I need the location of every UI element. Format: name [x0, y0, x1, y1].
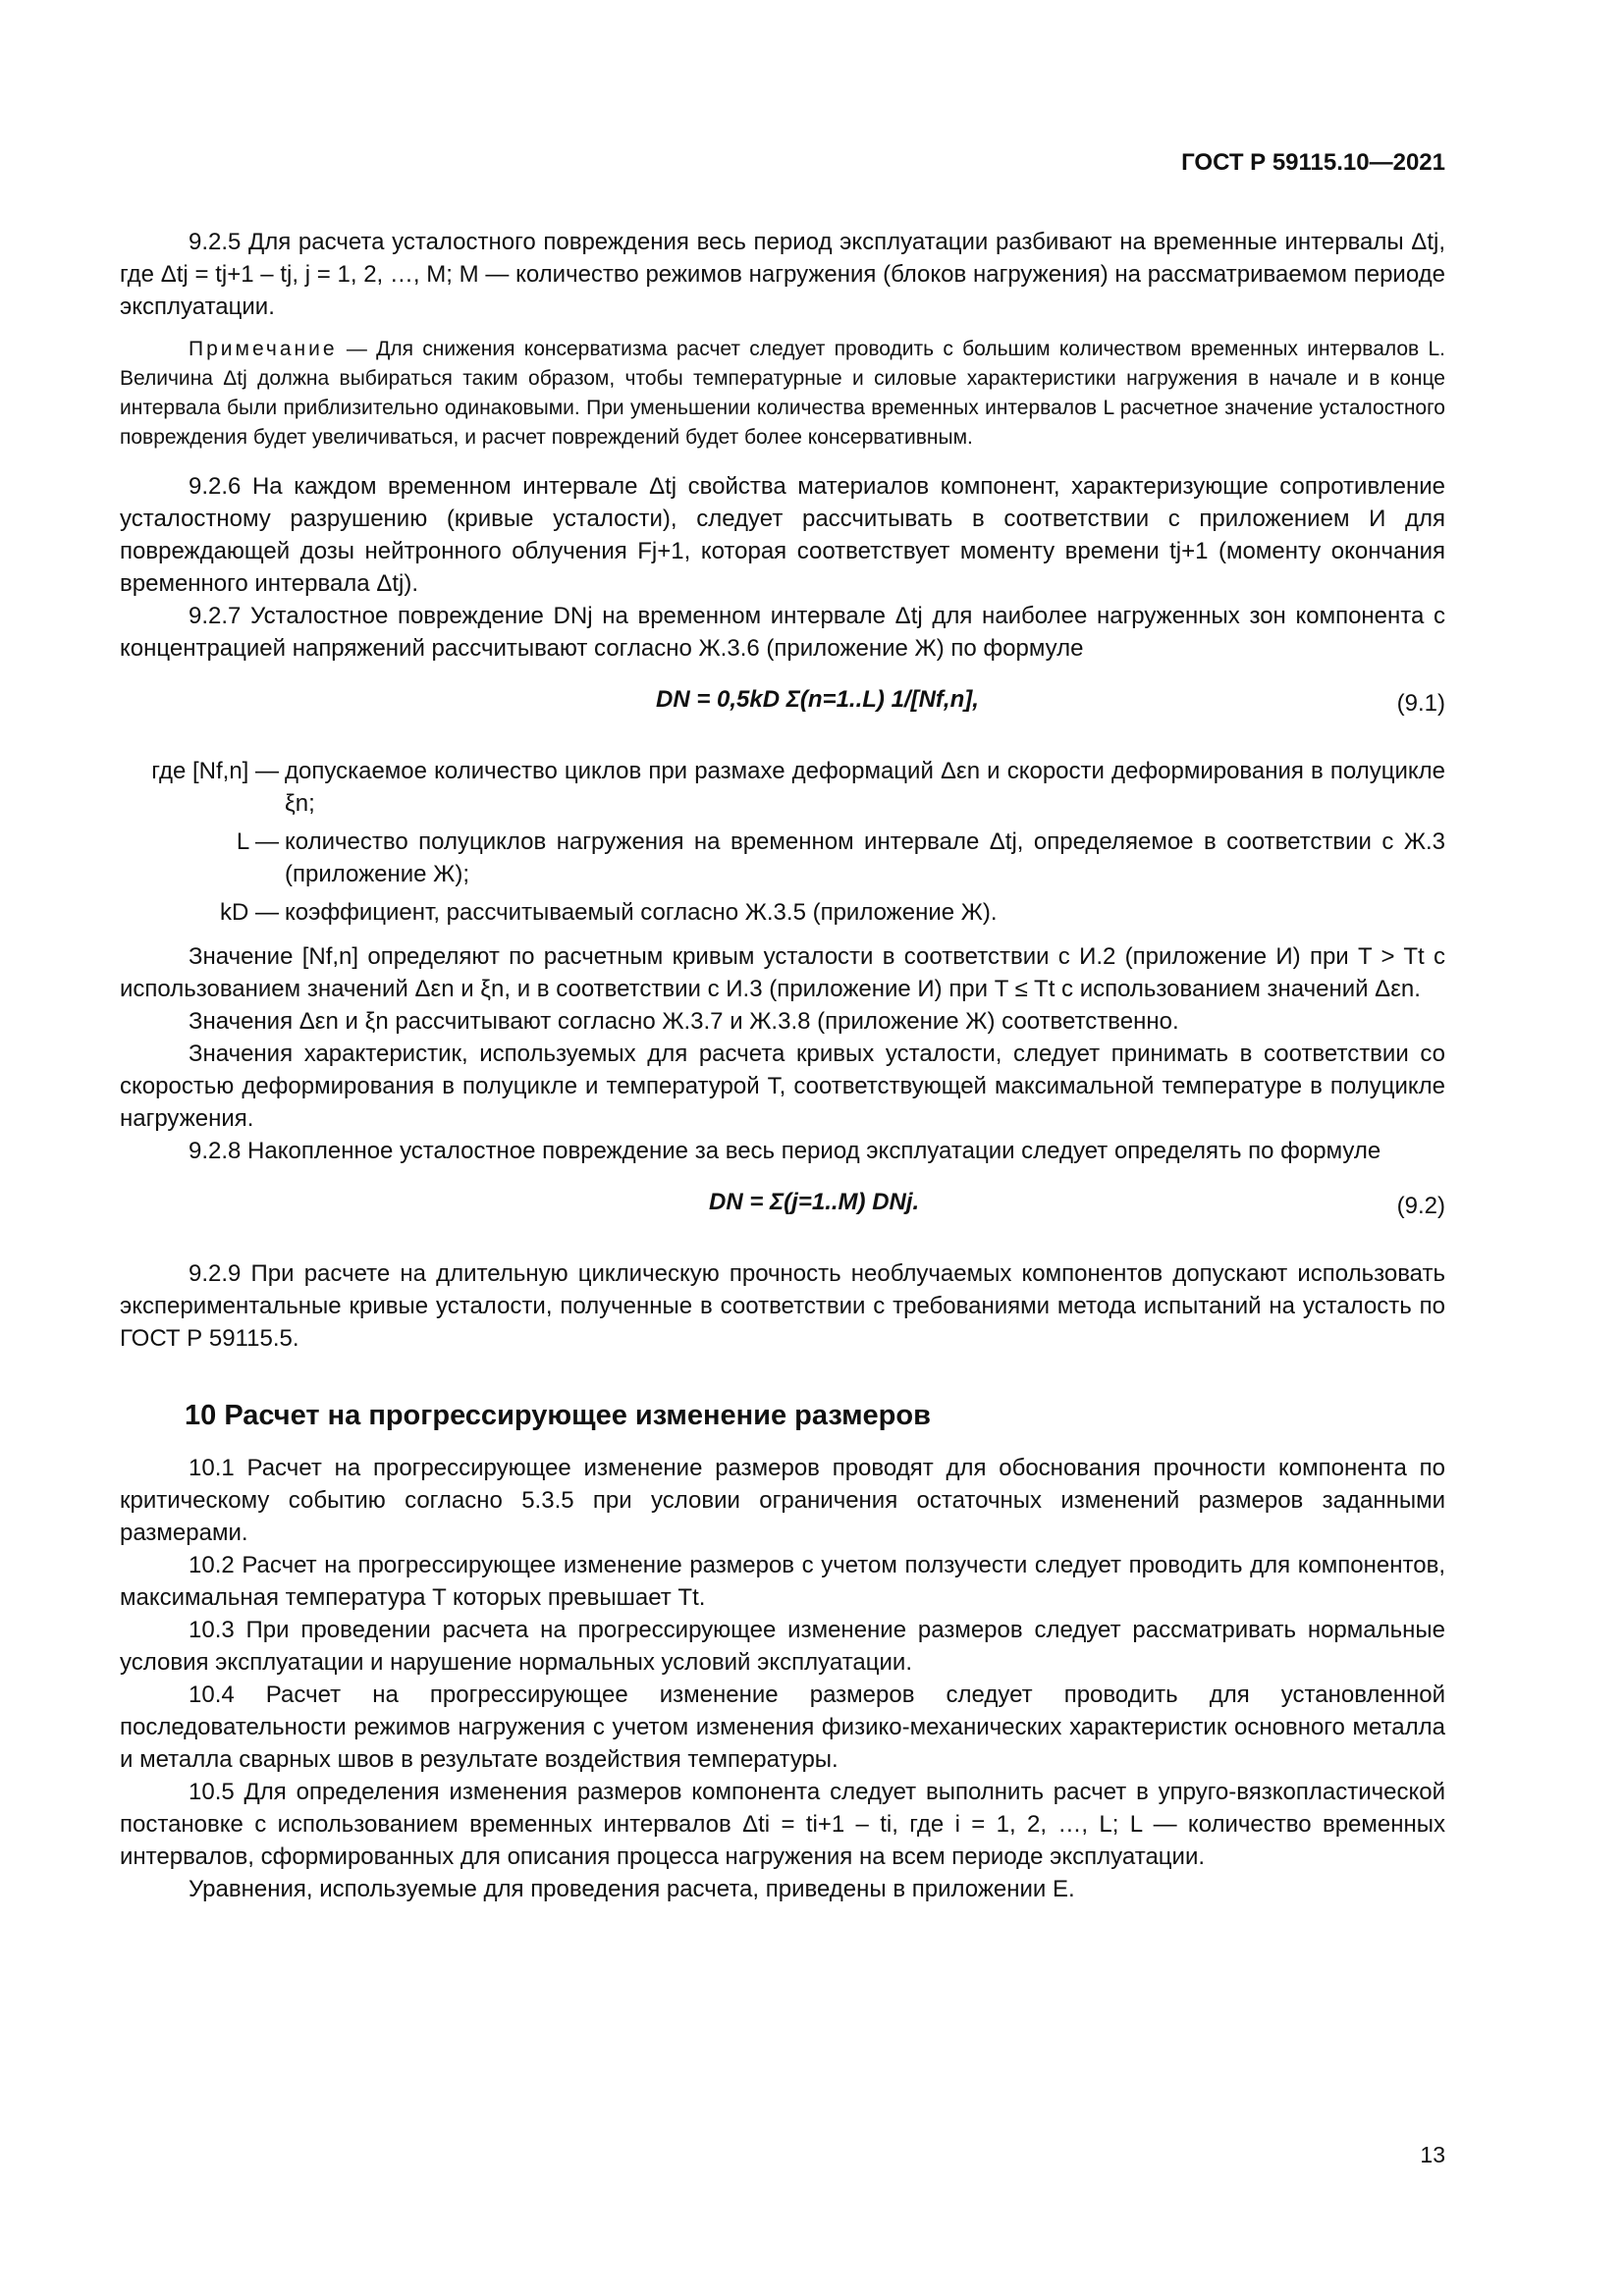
formula-9-1-expression: DN = 0,5kD Σ(n=1..L) 1/[Nf,n],	[656, 686, 979, 713]
paragraph-10-1: 10.1 Расчет на прогрессирующее изменение размеров проводят для обоснования прочности компонента по критическому событию согласно 5.3.5 при условии ограничения остаточных изменений размеров заданными размерами.	[120, 1455, 1445, 1546]
page-header: ГОСТ Р 59115.10—2021	[1181, 149, 1445, 176]
paragraph-value-3: Значения характеристик, используемых для расчета кривых усталости, следует принимать в соответствии со скоростью деформирования в полуцикле и температурой T, соответствующей максимальной температуре в полуцикле нагружения.	[120, 1041, 1445, 1132]
where-text: количество полуциклов нагружения на временном интервале Δtj, определяемое в соответствии с Ж.3 (приложение Ж);	[285, 828, 1445, 887]
paragraph-9-2-9: 9.2.9 При расчете на длительную циклическую прочность необлучаемых компонентов допускают использовать экспериментальные кривые усталости, полученные в соответствии с требованиями метода испытаний на усталость по ГОСТ Р 59115.5.	[120, 1260, 1445, 1352]
paragraph-10-6: Уравнения, используемые для проведения расчета, приведены в приложении Е.	[189, 1876, 1075, 1902]
paragraph-9-2-5: 9.2.5 Для расчета усталостного повреждения весь период эксплуатации разбивают на временные интервалы Δtj, где Δtj = tj+1 – tj, j = 1, 2, …, M; M — количество режимов нагружения (блоков нагружения) на рассматриваемом периоде эксплуатации.	[120, 229, 1445, 320]
formula-9-1-number: (9.1)	[1396, 690, 1445, 717]
note-text: — Для снижения консерватизма расчет следует проводить с большим количеством временных интервалов L. Величина Δtj должна выбираться таким образом, чтобы температурные и силовые характеристики нагружения в начале и в конце интервала были приблизительно одинаковыми. При уменьшении количества временных интервалов L расчетное значение усталостного повреждения будет увеличиваться, и расчет повреждений будет более консервативным.	[120, 338, 1445, 449]
paragraph-10-4: 10.4 Расчет на прогрессирующее изменение размеров следует проводить для установленной последовательности режимов нагружения с учетом изменения физико-механических характеристик основного металла и металла сварных швов в результате воздействия температуры.	[120, 1682, 1445, 1773]
page-body	[120, 147, 1445, 1905]
formula-9-2	[120, 1175, 1445, 1250]
paragraph-10-2: 10.2 Расчет на прогрессирующее изменение размеров с учетом ползучести следует проводить для компонентов, максимальная температура T которых превышает Tt.	[120, 1552, 1445, 1611]
paragraph-9-2-7: 9.2.7 Усталостное повреждение DNj на временном интервале Δtj для наиболее нагруженных зон компонента с концентрацией напряжений рассчитывают согласно Ж.3.6 (приложение Ж) по формуле	[120, 603, 1445, 662]
where-text: коэффициент, рассчитываемый согласно Ж.3.5 (приложение Ж).	[285, 899, 998, 926]
paragraph-9-2-8: 9.2.8 Накопленное усталостное повреждение за весь период эксплуатации следует определять по формуле	[189, 1138, 1381, 1164]
section-10-heading: 10 Расчет на прогрессирующее изменение размеров	[185, 1400, 931, 1431]
paragraph-10-5: 10.5 Для определения изменения размеров компонента следует выполнить расчет в упруго-вязкопластической постановке с использованием временных интервалов Δti = ti+1 – ti, где i = 1, 2, …, L; L — количество временных интервалов, сформированных для описания процесса нагружения на всем периоде эксплуатации.	[120, 1779, 1445, 1870]
paragraph-10-3: 10.3 При проведении расчета на прогрессирующее изменение размеров следует рассматривать нормальные условия эксплуатации и нарушение нормальных условий эксплуатации.	[120, 1617, 1445, 1676]
where-text: допускаемое количество циклов при размахе деформаций Δεn и скорости деформирования в полуцикле ξn;	[285, 758, 1445, 817]
formula-9-2-number: (9.2)	[1396, 1193, 1445, 1219]
note	[120, 335, 1445, 453]
where-list	[120, 755, 1445, 934]
paragraph-value-2: Значения Δεn и ξn рассчитывают согласно Ж.3.7 и Ж.3.8 (приложение Ж) соответственно.	[189, 1008, 1179, 1035]
where-label: kD —	[220, 899, 279, 926]
paragraph-9-2-6: 9.2.6 На каждом временном интервале Δtj свойства материалов компонент, характеризующие сопротивление усталостному разрушению (кривые усталости), следует рассчитывать в соответствии с приложением И для повреждающей дозы нейтронного облучения Fj+1, которая соответствует моменту времени tj+1 (моменту окончания временного интервала Δtj).	[120, 473, 1445, 597]
where-label: где [Nf,n] —	[151, 758, 279, 784]
where-label: L —	[236, 828, 279, 855]
note-label: Примечание	[189, 338, 338, 360]
formula-9-2-expression: DN = Σ(j=1..M) DNj.	[709, 1189, 920, 1215]
paragraph-value-1: Значение [Nf,n] определяют по расчетным кривым усталости в соответствии с И.2 (приложение И) при T > Tt с использованием значений Δεn и ξn, и в соответствии с И.3 (приложение И) при T ≤ Tt с использованием значений Δεn.	[120, 943, 1445, 1002]
formula-9-1	[120, 672, 1445, 747]
page-number: 13	[1420, 2142, 1445, 2167]
